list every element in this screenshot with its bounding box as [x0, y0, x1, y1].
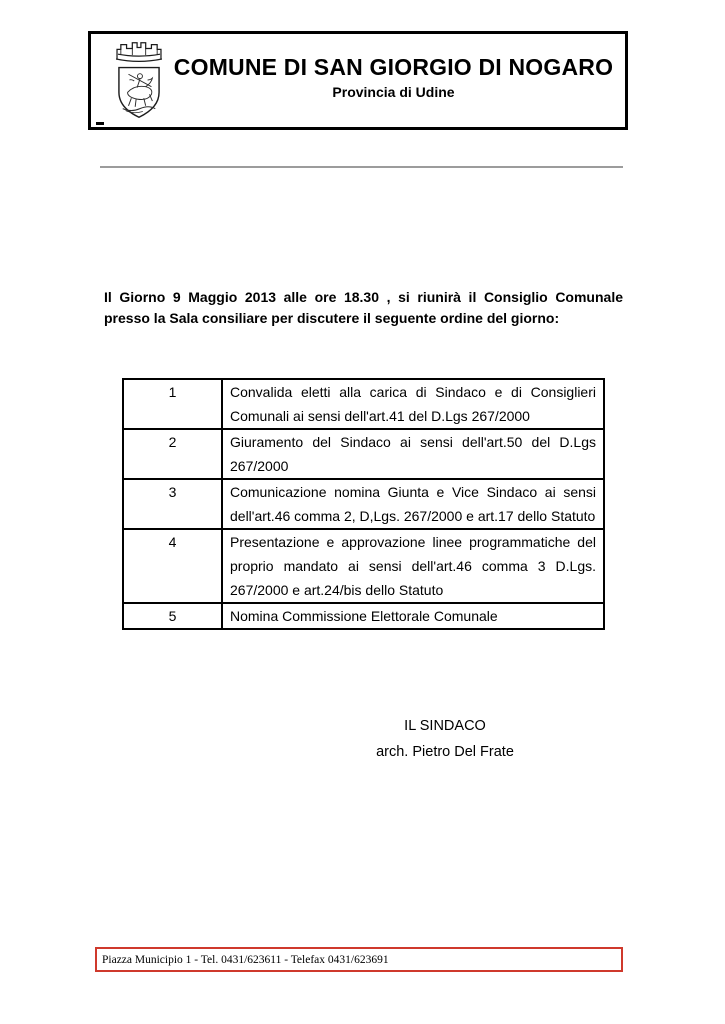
agenda-item-number: 2 — [123, 429, 222, 479]
meeting-notice-line1: Il Giorno 9 Maggio 2013 alle ore 18.30 , si riunirà il Consiglio Comunale — [104, 289, 623, 305]
separator-line — [100, 166, 623, 168]
agenda-item-number: 5 — [123, 603, 222, 629]
agenda-item-text: Presentazione e approvazione linee programmatiche del proprio mandato ai sensi dell'art.46 comma 3 D.Lgs. 267/2000 e art.24/bis dello Statuto — [222, 529, 604, 603]
agenda-item-number: 4 — [123, 529, 222, 603]
coat-of-arms-icon — [108, 37, 170, 128]
signature-block — [338, 713, 552, 765]
agenda-row — [123, 379, 604, 429]
header — [88, 31, 628, 130]
signature-name: arch. Pietro Del Frate — [376, 744, 514, 760]
agenda-item-number: 3 — [123, 479, 222, 529]
agenda-row — [123, 603, 604, 629]
signature-role: IL SINDACO — [404, 718, 486, 734]
meeting-notice — [104, 287, 623, 329]
dash-mark — [96, 122, 104, 125]
footer-address: Piazza Municipio 1 - Tel. 0431/623611 - Telefax 0431/623691 — [102, 953, 389, 966]
agenda-item-text: Nomina Commissione Elettorale Comunale — [222, 603, 604, 629]
agenda-row — [123, 479, 604, 529]
agenda-item-text: Convalida eletti alla carica di Sindaco e di Consiglieri Comunali ai sensi dell'art.41 del D.Lgs 267/2000 — [222, 379, 604, 429]
agenda-table — [122, 378, 605, 630]
agenda-row — [123, 429, 604, 479]
province-subtitle: Provincia di Udine — [332, 83, 455, 100]
agenda-item-text: Giuramento del Sindaco ai sensi dell'art.50 del D.Lgs 267/2000 — [222, 429, 604, 479]
agenda-item-text: Comunicazione nomina Giunta e Vice Sindaco ai sensi dell'art.46 comma 2, D,Lgs. 267/2000 e art.17 dello Statuto — [222, 479, 604, 529]
footer-address-bar — [95, 947, 623, 972]
meeting-notice-line2: presso la Sala consiliare per discutere il seguente ordine del giorno: — [104, 310, 560, 326]
agenda-row — [123, 529, 604, 603]
agenda-item-number: 1 — [123, 379, 222, 429]
commune-title: COMUNE DI SAN GIORGIO DI NOGARO — [173, 53, 614, 80]
header-text — [170, 54, 625, 100]
